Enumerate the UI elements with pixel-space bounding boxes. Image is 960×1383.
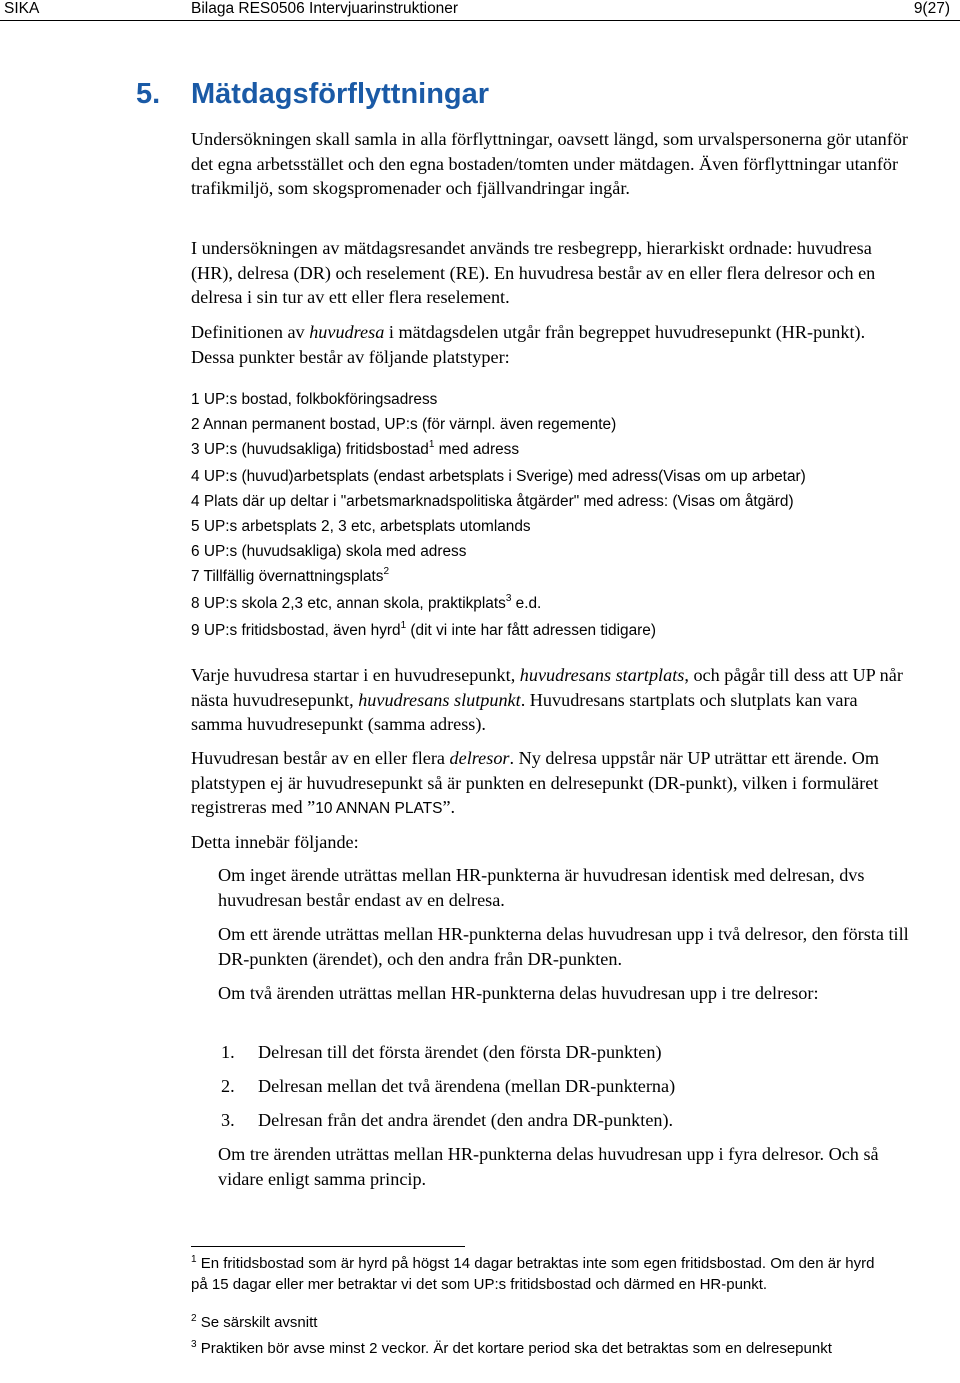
paragraph-definition [191,320,911,369]
footnote-text: Praktiken bör avse minst 2 veckor. Är det kortare period ska det betraktas som en delresepunkt [196,1340,832,1357]
paragraph-delresor [191,746,911,822]
list-text: Delresan till det första ärendet (den första DR-punkten) [258,1042,662,1062]
platstyp-list [191,387,911,645]
text-span: , och pågår till dess att UP når nästa huvudresepunkt, [191,665,903,710]
platstyp-text: 7 Tillfällig övernattningsplats [191,568,384,585]
platstyp-text: e.d. [511,595,542,612]
paragraph-resbegrepp: I undersökningen av mätdagsresandet används tre resbegrepp, hierarkiskt ordnade: huvudresa (HR), delresa (DR) och reselement (RE). En huvudresa består av en eller flera delresor och en delresa i sin tur av ett eller flera reselement. [191,238,876,307]
text-span: . Ny delresa uppstår när UP uträttar ett ärende. Om platstypen ej är huvudresepunkt så är punkten en delresepunkt (DR-punkt), vilken i formuläret registreras med [191,748,880,817]
header-page-number: 9(27) [913,0,950,17]
text-span: . Huvudresans startplats och slutplats kan vara samma huvudresepunkt (samma adress). [191,689,858,734]
section-title: Mätdagsförflyttningar [191,78,490,110]
platstyp-text: 9 UP:s fritidsbostad, även hyrd [191,622,401,639]
emphasis: huvudresans slutpunkt [358,689,521,710]
platstyp-text: 1 UP:s bostad, folkbokföringsadress [191,391,438,408]
footnote-ref: 1 [400,620,407,631]
footnote-text: Se särskilt avsnitt [196,1314,318,1331]
platstyp-text: 8 UP:s skola 2,3 etc, annan skola, praktikplats [191,595,506,612]
list-number: 1. [221,1042,235,1062]
text-span: Varje huvudresa startar i en huvudresepunkt, [191,665,520,685]
quote-mark: ” [442,797,451,817]
case-two-errands: Om två ärenden uträttas mellan HR-punkterna delas huvudresan upp i tre delresor: [218,983,819,1003]
section-number: 5. [136,78,161,110]
section-heading [136,76,489,112]
footnote-ref: 1 [428,439,435,450]
paragraph-huvudresa [191,663,911,737]
emphasis: delresor [449,748,510,768]
platstyp-item [191,387,911,412]
footnote-1 [191,1254,891,1294]
footnote-text: En fritidsbostad som är hyrd på högst 14 dagar betraktas inte som egen fritidsbostad. Om den är hyrd på 15 dagar eller mer betraktar vi det som UP:s fritidsbostad och därmed en HR-punkt. [191,1255,875,1293]
page-header [0,0,960,20]
platstyp-item [191,591,911,618]
list-item [218,1108,675,1142]
emphasis: huvudresans startplats [519,665,685,685]
footnote-number: 1 [191,1254,197,1265]
list-number: 2. [221,1076,235,1096]
platstyp-text: 2 Annan permanent bostad, UP:s (för värnpl. även regemente) [191,416,617,433]
platstyp-text: 6 UP:s (huvudsakliga) skola med adress [191,543,467,560]
text-span: Huvudresan består av en eller flera [191,748,450,768]
text-span: . [450,797,456,817]
quote-mark: ” [307,797,316,817]
list-text: Delresan mellan det två ärendena (mellan DR-punkterna) [258,1076,676,1096]
platstyp-item [191,564,911,591]
list-item [218,1040,675,1074]
footnote-2 [191,1313,891,1334]
footnote-ref: 3 [505,593,512,604]
platstyp-text: med adress [434,441,520,458]
paragraph-intro: Undersökningen skall samla in alla förflyttningar, oavsett längd, som urvalspersonerna gör utanför det egna arbetsstället och den egna bostaden/tomten under mätdagen. Även förflyttningar utanför trafikmiljö, som skogspromenader och fjällvandringar ingår. [191,129,908,198]
case-three-errands: Om tre ärenden uträttas mellan HR-punkterna delas huvudresan upp i fyra delresor. Och så vidare enligt samma princip. [218,1144,879,1189]
paragraph-lead-in: Detta innebär följande: [191,832,359,852]
platstyp-item [191,539,911,564]
platstyp-item [191,412,911,437]
platstyp-item [191,437,911,464]
list-text: Delresan från det andra ärendet (den andra DR-punkten). [258,1110,674,1130]
header-document-title: Bilaga RES0506 Intervjuarinstruktioner [191,0,459,17]
case-no-errand: Om inget ärende uträttas mellan HR-punkterna är huvudresan identisk med delresan, dvs huvudresan består endast av en delresa. [218,865,865,910]
list-item [218,1074,675,1108]
emphasis: huvudresa [309,322,385,342]
header-org: SIKA [4,0,40,17]
text-span: i mätdagsdelen utgår från begreppet huvudresepunkt (HR-punkt). Dessa punkter består av följande platstyper: [191,322,866,367]
platstyp-item [191,514,911,539]
footnote-separator [191,1246,465,1247]
option-code: 10 ANNAN PLATS [315,800,443,817]
platstyp-item [191,618,911,645]
platstyp-text: 3 UP:s (huvudsakliga) fritidsbostad [191,441,429,458]
footnote-number: 3 [191,1339,197,1350]
footnote-3 [191,1339,891,1360]
platstyp-text: 5 UP:s arbetsplats 2, 3 etc, arbetsplats utomlands [191,518,531,535]
platstyp-item [191,464,911,489]
header-rule [0,20,960,21]
footnote-ref: 2 [383,566,390,577]
platstyp-text: 4 Plats där up deltar i "arbetsmarknadspolitiska åtgärder" med adress: (Visas om åtgärd) [191,493,794,510]
platstyp-text: 4 UP:s (huvud)arbetsplats (endast arbetsplats i Sverige) med adress(Visas om up arbetar) [191,468,806,485]
delresor-numbered-list [218,1040,675,1142]
text-span: Definitionen av [191,322,310,342]
platstyp-item [191,489,911,514]
footnote-number: 2 [191,1313,197,1324]
list-number: 3. [221,1110,235,1130]
platstyp-text: (dit vi inte har fått adressen tidigare) [406,622,656,639]
case-one-errand: Om ett ärende uträttas mellan HR-punkterna delas huvudresan upp i två delresor, den första till DR-punkten (ärendet), och den andra från DR-punkten. [218,924,909,969]
